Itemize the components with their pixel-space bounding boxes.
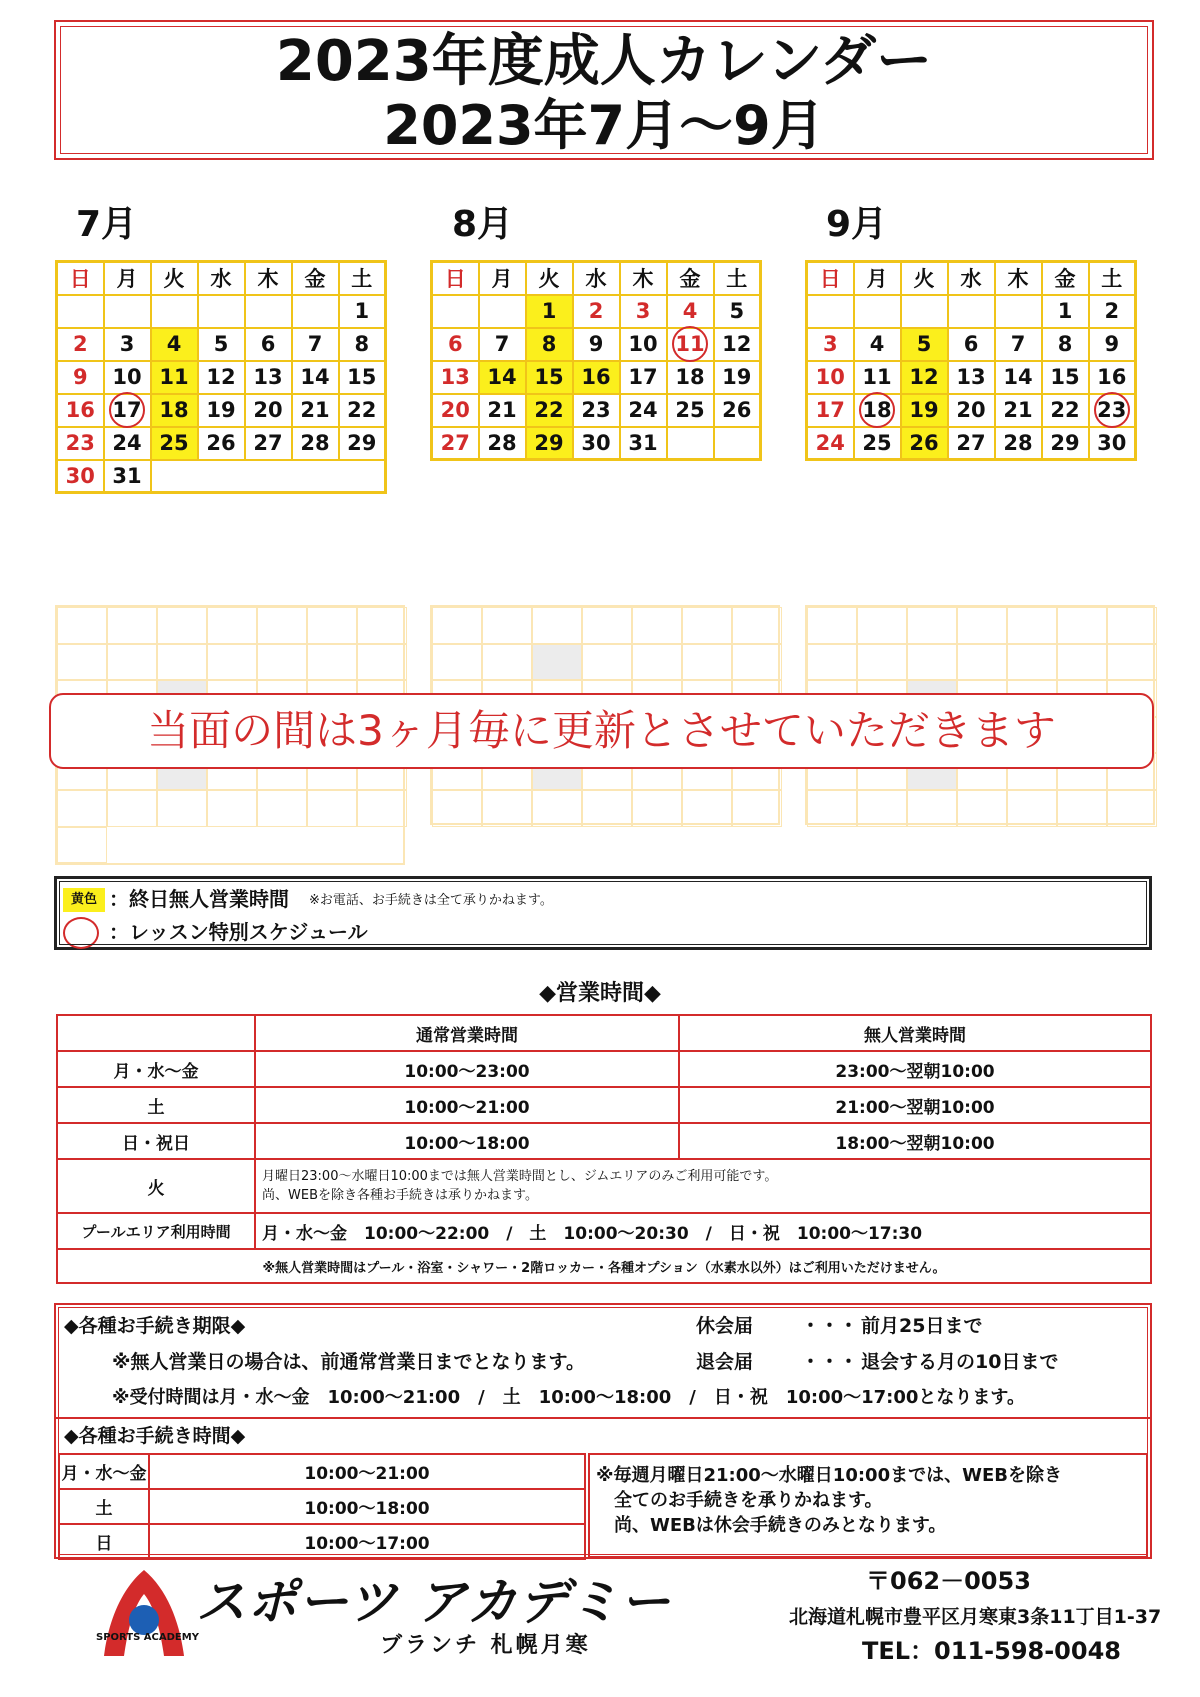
table-row [57,1159,1151,1213]
calendar-day: 25 [151,427,198,460]
calendar-day: 31 [104,460,151,493]
faded-grid-cell [257,790,307,827]
day-cell: 月・水～金 [57,1051,255,1087]
calendar-day: 18 [854,394,901,427]
faded-grid-cell [1007,790,1057,827]
weekday-header: 木 [995,262,1042,295]
empty-cell [854,295,901,328]
table-row [57,1123,1151,1159]
empty-cell [245,295,292,328]
calendar-day: 26 [714,394,761,427]
faded-grid-cell [57,827,107,864]
table-row [59,1454,585,1489]
empty-cell [667,427,714,460]
faded-grid-cell [682,607,732,644]
brand-name: スポーツ アカデミー [196,1573,671,1631]
faded-grid-cell [732,607,782,644]
calendar-day: 4 [151,328,198,361]
weekday-header-row [807,262,1136,295]
faded-grid-cell [532,644,582,681]
table-row [57,1249,1151,1283]
empty-cell [151,460,198,493]
tuesday-note-line: 月曜日23:00～水曜日10:00までは無人営業時間とし、ジムエリアのみご利用可能です。 [262,1169,778,1184]
faded-grid-cell [57,607,107,644]
postal-code: 〒062－0053 [866,1567,1031,1595]
calendar-day: 14 [995,361,1042,394]
empty-cell [995,295,1042,328]
calendar-day: 15 [526,361,573,394]
day-cell: 火 [57,1159,255,1213]
weekly-note-box [588,1453,1148,1558]
weekday-header: 火 [901,262,948,295]
lesson-schedule-circle [672,326,708,362]
calendar-day: 7 [292,328,339,361]
faded-grid-cell [257,607,307,644]
reception-hours-note: ※受付時間は月・水～金 10:00～21:00 / 土 10:00～18:00 / 日・祝 10:00～17:00となります。 [112,1387,1025,1408]
calendar-day: 28 [292,427,339,460]
empty-cell [339,460,386,493]
weekday-header-row [432,262,761,295]
hours-cell: 21:00～翌朝10:00 [679,1087,1151,1123]
lesson-schedule-circle [109,392,145,428]
calendar-day: 2 [573,295,620,328]
hours-footnote: ※無人営業時間はプール・浴室・シャワー・2階ロッカー・各種オプション（水素水以外）はご利用いただけません。 [57,1249,1151,1283]
calendar-week-row [432,328,761,361]
empty-cell [245,460,292,493]
pool-label: プールエリア利用時間 [57,1213,255,1249]
calendar-day: 27 [432,427,479,460]
weekday-header: 土 [714,262,761,295]
calendar-day: 21 [479,394,526,427]
calendar-day: 29 [339,427,386,460]
faded-grid-cell [857,644,907,681]
calendar-day: 18 [151,394,198,427]
telephone: TEL：011-598-0048 [862,1637,1121,1665]
calendar-day: 2 [57,328,104,361]
faded-grid-cell [1007,607,1057,644]
day-cell: 日・祝日 [57,1123,255,1159]
calendar-day: 17 [620,361,667,394]
calendar-day: 22 [1042,394,1089,427]
calendar-week-row [807,361,1136,394]
faded-grid-cell [732,790,782,827]
calendar-day: 28 [995,427,1042,460]
calendar-day: 12 [198,361,245,394]
calendar-week-row [807,427,1136,460]
calendar-day: 2 [1089,295,1136,328]
faded-grid-cell [907,644,957,681]
faded-grid-cell [807,644,857,681]
faded-grid-cell [907,607,957,644]
weekday-header-row [57,262,386,295]
hours-cell: 10:00～17:00 [149,1524,585,1559]
calendar-day: 16 [57,394,104,427]
calendar-day: 21 [995,394,1042,427]
calendar-day: 24 [807,427,854,460]
hours-title: ◆営業時間◆ [539,981,661,1006]
empty-cell [901,295,948,328]
calendar-day: 19 [901,394,948,427]
weekday-header: 金 [292,262,339,295]
hours-cell: 10:00～18:00 [255,1123,679,1159]
weekly-note-line: 尚、WEBは休会手続きのみとなります。 [614,1515,947,1536]
calendar-day: 6 [432,328,479,361]
page-title: 2023年度成人カレンダー [275,29,933,94]
leave-deadline: 前月25日まで [861,1315,983,1337]
faded-grid-cell [307,644,357,681]
faded-grid-cell [1057,644,1107,681]
weekly-note-line: ※毎週月曜日21:00～水曜日10:00までは、WEBを除き [596,1465,1062,1486]
weekday-header: 月 [479,262,526,295]
calendar-day: 4 [667,295,714,328]
calendar-day: 27 [948,427,995,460]
calendar-day: 11 [151,361,198,394]
faded-grid-cell [632,607,682,644]
faded-grid-cell [307,607,357,644]
tuesday-note-line: 尚、WEBを除き各種お手続きは承りかねます。 [262,1188,538,1203]
empty-cell [432,295,479,328]
empty-cell [198,460,245,493]
calendar-day: 14 [292,361,339,394]
legend-yellow-label: ：終日無人営業時間 [109,887,289,911]
calendar-day: 3 [807,328,854,361]
faded-grid-cell [1057,607,1107,644]
empty-cell [292,460,339,493]
deadline-title: ◆各種お手続き期限◆ [64,1315,246,1337]
faded-grid-cell [807,607,857,644]
calendar-week-row [432,427,761,460]
calendar-day: 4 [854,328,901,361]
faded-grid-cell [307,790,357,827]
calendar-day: 22 [526,394,573,427]
calendar-day: 25 [854,427,901,460]
faded-grid-cell [1057,790,1107,827]
faded-grid-cell [957,607,1007,644]
yellow-swatch: 黄色 [63,888,105,912]
calendar-day: 13 [432,361,479,394]
weekday-header: 金 [1042,262,1089,295]
calendar-day: 5 [714,295,761,328]
weekly-note-line: 全てのお手続きを承りかねます。 [614,1490,883,1511]
faded-grid-cell [582,607,632,644]
calendar-day: 3 [104,328,151,361]
branch-name: ブランチ 札幌月寒 [380,1633,591,1658]
faded-grid-cell [532,607,582,644]
calendar-day: 1 [1042,295,1089,328]
table-row [57,1213,1151,1249]
calendar-day: 7 [479,328,526,361]
calendar-day: 30 [1089,427,1136,460]
update-notice-banner: 当面の間は3ヶ月毎に更新とさせていただきます [49,693,1154,769]
hours-cell: 10:00～23:00 [255,1051,679,1087]
faded-grid-cell [682,644,732,681]
empty-cell [198,295,245,328]
calendar-day: 16 [1089,361,1136,394]
faded-grid-cell [482,607,532,644]
calendar-week-row [432,394,761,427]
table-row [57,1087,1151,1123]
quit-label: 退会届 [696,1351,754,1373]
calendar-day: 6 [948,328,995,361]
empty-cell [948,295,995,328]
calendar-day: 26 [198,427,245,460]
calendar-day: 5 [901,328,948,361]
day-cell: 日 [59,1524,149,1559]
weekday-header: 月 [104,262,151,295]
empty-cell [479,295,526,328]
calendar-week-row [57,361,386,394]
faded-grid-cell [207,644,257,681]
calendar-day: 5 [198,328,245,361]
calendar-day: 21 [292,394,339,427]
calendar-day: 7 [995,328,1042,361]
empty-cell [292,295,339,328]
weekday-header: 月 [854,262,901,295]
weekday-header: 木 [620,262,667,295]
time-title: ◆各種お手続き時間◆ [64,1425,246,1447]
faded-grid-cell [632,644,682,681]
logo-caption: SPORTS ACADEMY [96,1632,199,1643]
calendar-day: 13 [245,361,292,394]
calendar-day: 15 [1042,361,1089,394]
calendar-august [430,260,762,461]
faded-grid-cell [432,607,482,644]
faded-grid-cell [57,644,107,681]
calendar-day: 11 [667,328,714,361]
faded-grid-cell [482,644,532,681]
hours-cell: 10:00～18:00 [149,1489,585,1524]
hours-cell: 23:00～翌朝10:00 [679,1051,1151,1087]
faded-grid-cell [532,790,582,827]
lesson-schedule-circle [1094,392,1130,428]
faded-grid-cell [682,790,732,827]
calendar-week-row [807,394,1136,427]
calendar-september [805,260,1137,461]
calendar-day: 10 [104,361,151,394]
calendar-day: 17 [104,394,151,427]
calendar-day: 3 [620,295,667,328]
calendar-day: 8 [526,328,573,361]
faded-grid-cell [432,644,482,681]
weekday-header: 土 [339,262,386,295]
faded-grid-cell [482,790,532,827]
calendar-week-row [807,328,1136,361]
legend-box [54,876,1152,950]
calendar-day: 20 [245,394,292,427]
calendar-day: 9 [573,328,620,361]
calendar-day: 28 [479,427,526,460]
calendar-day: 15 [339,361,386,394]
empty-cell [807,295,854,328]
tuesday-note [255,1159,1151,1213]
table-row [59,1489,585,1524]
calendar-week-row [432,361,761,394]
empty-cell [57,295,104,328]
calendar-day: 9 [1089,328,1136,361]
calendar-day: 30 [573,427,620,460]
hours-cell: 10:00～21:00 [255,1087,679,1123]
calendar-july [55,260,387,494]
hours-cell: 10:00～21:00 [149,1454,585,1489]
quit-deadline: 退会する月の10日まで [861,1351,1059,1373]
weekday-header: 日 [432,262,479,295]
calendar-day: 9 [57,361,104,394]
procedures-box [54,1303,1152,1559]
calendar-day: 20 [948,394,995,427]
calendar-day: 18 [667,361,714,394]
calendar-day: 8 [1042,328,1089,361]
weekday-header: 日 [57,262,104,295]
calendar-week-row [57,427,386,460]
calendar-week-row [807,295,1136,328]
calendar-day: 1 [526,295,573,328]
faded-grid-cell [357,790,407,827]
faded-grid-cell [207,607,257,644]
calendar-day: 12 [714,328,761,361]
calendar-day: 12 [901,361,948,394]
calendar-day: 16 [573,361,620,394]
faded-grid-cell [107,644,157,681]
calendar-week-row [432,295,761,328]
faded-grid-cell [957,790,1007,827]
faded-grid-cell [582,790,632,827]
faded-grid-cell [807,790,857,827]
lesson-schedule-circle [859,392,895,428]
table-row [57,1051,1151,1087]
calendar-week-row [57,295,386,328]
calendar-day: 23 [573,394,620,427]
legend-yellow-note: ※お電話、お手続きは全て承りかねます。 [309,893,553,908]
faded-grid-cell [732,644,782,681]
faded-grid-cell [107,790,157,827]
day-cell: 土 [57,1087,255,1123]
faded-grid-cell [107,607,157,644]
faded-grid-cell [57,790,107,827]
calendar-day: 1 [339,295,386,328]
calendar-day: 20 [432,394,479,427]
calendar-day: 8 [339,328,386,361]
faded-grid-cell [432,790,482,827]
calendar-day: 10 [620,328,667,361]
month-label-july: 7月 [76,204,138,245]
calendar-day: 24 [620,394,667,427]
faded-grid-cell [1107,790,1157,827]
faded-grid-cell [1107,644,1157,681]
calendar-day: 10 [807,361,854,394]
red-circle-icon [63,917,99,949]
calendar-week-row [57,328,386,361]
calendar-day: 19 [714,361,761,394]
weekday-header: 火 [526,262,573,295]
hours-cell: 18:00～翌朝10:00 [679,1123,1151,1159]
calendar-week-row [57,394,386,427]
calendar-day: 19 [198,394,245,427]
leave-label: 休会届 [696,1315,754,1337]
calendar-day: 30 [57,460,104,493]
faded-grid-cell [357,607,407,644]
weekday-header: 水 [573,262,620,295]
faded-grid-cell [207,790,257,827]
empty-cell [151,295,198,328]
sports-academy-logo [96,1566,199,1658]
faded-grid-cell [582,644,632,681]
faded-grid-cell [257,644,307,681]
legend-circle-label: ：レッスン特別スケジュール [109,920,368,944]
calendar-day: 13 [948,361,995,394]
month-label-august: 8月 [452,204,514,245]
calendar-day: 22 [339,394,386,427]
faded-grid-cell [957,644,1007,681]
table-header [57,1015,255,1051]
hours-table [56,1014,1152,1284]
calendar-day: 6 [245,328,292,361]
weekday-header: 水 [948,262,995,295]
calendar-day: 11 [854,361,901,394]
calendar-day: 27 [245,427,292,460]
deadline-note: ※無人営業日の場合は、前通常営業日までとなります。 [112,1351,585,1373]
address: 北海道札幌市豊平区月寒東3条11丁目1-37 [789,1606,1162,1628]
calendar-day: 25 [667,394,714,427]
faded-grid-cell [857,790,907,827]
empty-cell [104,295,151,328]
quit-dots: ・・・ [801,1351,859,1373]
weekday-header: 火 [151,262,198,295]
weekday-header: 土 [1089,262,1136,295]
table-row [59,1524,585,1559]
pool-hours: 月・水～金 10:00～22:00 / 土 10:00～20:30 / 日・祝 10:00～17:30 [255,1213,1151,1249]
table-header: 通常営業時間 [255,1015,679,1051]
faded-grid-cell [1107,607,1157,644]
faded-grid-cell [357,644,407,681]
month-label-september: 9月 [826,204,888,245]
weekday-header: 木 [245,262,292,295]
title-box [54,20,1154,160]
leave-dots: ・・・ [801,1315,859,1337]
calendar-day: 23 [57,427,104,460]
calendar-day: 29 [526,427,573,460]
calendar-day: 24 [104,427,151,460]
procedure-hours-table [58,1453,586,1560]
weekday-header: 日 [807,262,854,295]
faded-grid-cell [157,790,207,827]
calendar-day: 17 [807,394,854,427]
weekday-header: 金 [667,262,714,295]
calendar-week-row [57,460,386,493]
day-cell: 月・水～金 [59,1454,149,1489]
calendar-day: 29 [1042,427,1089,460]
calendar-day: 14 [479,361,526,394]
divider [56,1417,1150,1419]
weekday-header: 水 [198,262,245,295]
faded-grid-cell [857,607,907,644]
faded-grid-cell [632,790,682,827]
calendar-day: 26 [901,427,948,460]
page-subtitle: 2023年7月～9月 [383,94,825,157]
day-cell: 土 [59,1489,149,1524]
faded-grid-cell [157,607,207,644]
calendar-day: 23 [1089,394,1136,427]
empty-cell [714,427,761,460]
faded-grid-cell [157,644,207,681]
faded-grid-cell [1007,644,1057,681]
table-header: 無人営業時間 [679,1015,1151,1051]
faded-grid-cell [907,790,957,827]
table-row [57,1015,1151,1051]
calendar-day: 31 [620,427,667,460]
